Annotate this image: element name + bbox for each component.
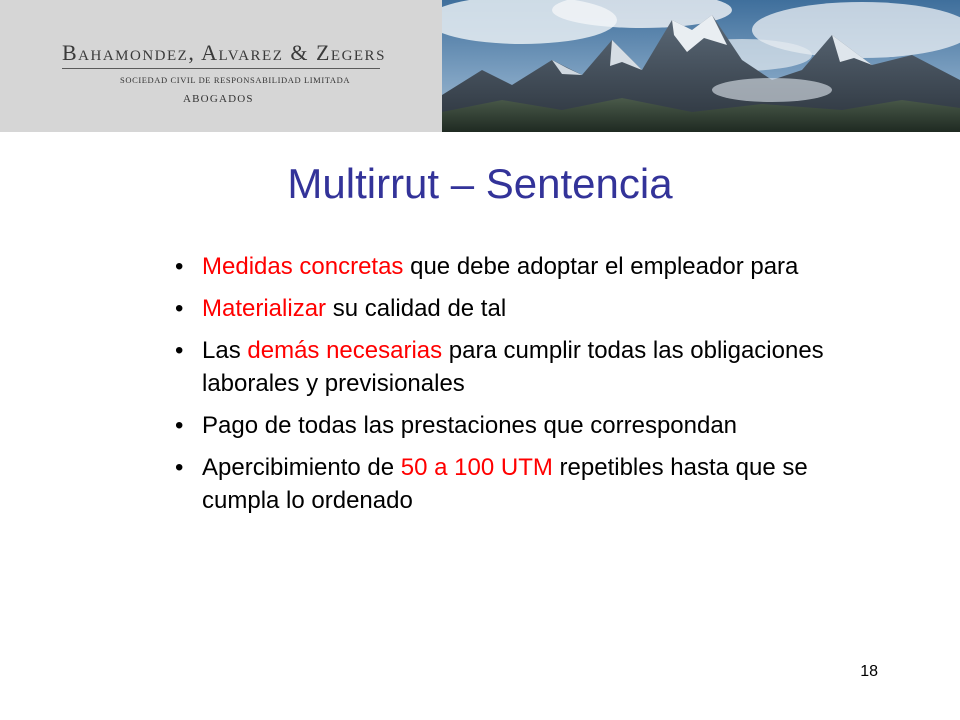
- bullet-list: [175, 250, 875, 526]
- page-number: 18: [860, 663, 878, 680]
- bullet-icon: •: [175, 337, 184, 364]
- bullet-item: [175, 334, 875, 400]
- mountain-photo: [442, 0, 960, 132]
- firm-role: ABOGADOS: [183, 93, 254, 105]
- bullet-item: [175, 409, 875, 442]
- slide-header: [0, 0, 960, 132]
- bullet-icon: •: [175, 454, 184, 481]
- bullet-text-post: que debe adoptar el empleador para: [403, 253, 799, 280]
- mountain-photo-icon: [442, 0, 960, 132]
- bullet-item: [175, 292, 875, 325]
- bullet-highlight: 50 a 100 UTM: [400, 454, 553, 481]
- firm-subtitle: SOCIEDAD CIVIL DE RESPONSABILIDAD LIMITADA: [120, 75, 351, 85]
- firm-logo: [0, 0, 442, 132]
- firm-name-divider: [62, 68, 380, 69]
- bullet-icon: •: [175, 253, 184, 280]
- bullet-text-post: repetibles hasta que se cumpla lo ordenado: [202, 454, 808, 514]
- bullet-icon: •: [175, 295, 184, 322]
- bullet-text-pre: Las: [202, 337, 248, 364]
- bullet-highlight: demás necesarias: [247, 337, 443, 364]
- bullet-icon: •: [175, 412, 184, 439]
- slide-title: Multirrut – Sentencia: [287, 160, 673, 207]
- bullet-highlight: Materializar: [202, 295, 327, 322]
- bullet-text-post: su calidad de tal: [326, 295, 507, 322]
- firm-name: Bahamondez, Alvarez & Zegers: [62, 40, 386, 65]
- bullet-text-pre: Pago de todas las prestaciones que correspondan: [202, 412, 738, 439]
- bullet-item: [175, 250, 875, 283]
- bullet-text-pre: Apercibimiento de: [202, 454, 401, 481]
- bullet-highlight: Medidas concretas: [202, 253, 404, 280]
- bullet-item: [175, 451, 875, 517]
- bullet-text-post: para cumplir todas las obligaciones laborales y previsionales: [202, 337, 824, 397]
